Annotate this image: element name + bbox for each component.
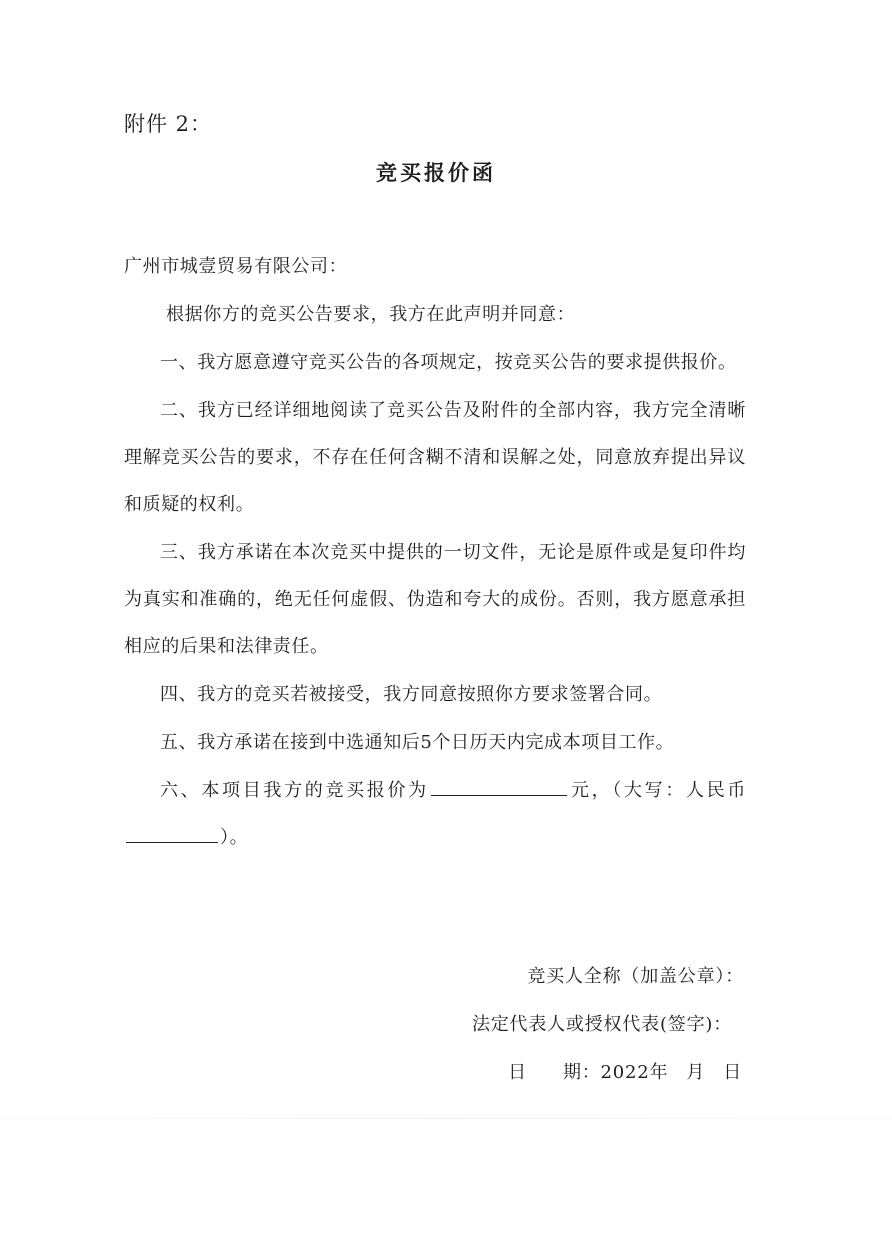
clause-4: 四、我方的竞买若被接受，我方同意按照你方要求签署合同。 bbox=[160, 684, 663, 705]
scan-shadow-line bbox=[0, 1118, 892, 1119]
price-uppercase-blank[interactable] bbox=[126, 824, 218, 843]
intro-paragraph: 根据你方的竞买公告要求，我方在此声明并同意： bbox=[166, 304, 576, 325]
date-line bbox=[508, 1058, 742, 1084]
clause-3: 三、我方承诺在本次竞买中提供的一切文件，无论是原件或是复印件均为真实和准确的，绝无任何虚假、伪造和夸大的成份。否则，我方愿意承担相应的后果和法律责任。 bbox=[124, 542, 746, 657]
representative-signature-label: 法定代表人或授权代表(签字)： bbox=[471, 1014, 732, 1035]
date-label-char-2: 期： bbox=[562, 1062, 601, 1083]
clause-6-price bbox=[124, 767, 746, 861]
clauses-section bbox=[124, 339, 746, 862]
bidder-name-label: 竞买人全称（加盖公章）： bbox=[527, 966, 744, 987]
price-clause-suffix: ）。 bbox=[220, 827, 249, 848]
price-clause-prefix: 六、本项目我方的竞买报价为 bbox=[160, 780, 429, 801]
addressee: 广州市城壹贸易有限公司： bbox=[124, 256, 348, 277]
date-day-unit: 日 bbox=[723, 1062, 742, 1083]
document-title: 竞买报价函 bbox=[376, 160, 496, 185]
date-year-unit: 年 bbox=[649, 1062, 669, 1083]
date-year: 2022 bbox=[600, 1062, 650, 1083]
price-clause-unit: 元，（大写：人民币 bbox=[568, 780, 746, 801]
clause-5: 五、我方承诺在接到中选通知后5个日历天内完成本项目工作。 bbox=[160, 732, 675, 753]
attachment-label: 附件 2： bbox=[124, 112, 213, 136]
clause-2: 二、我方已经详细地阅读了竞买公告及附件的全部内容，我方完全清晰理解竞买公告的要求，不存在任何含糊不清和误解之处，同意放弃提出异议和质疑的权利。 bbox=[124, 400, 746, 515]
date-label-char-1: 日 bbox=[508, 1062, 527, 1083]
clause-1: 一、我方愿意遵守竞买公告的各项规定，按竞买公告的要求提供报价。 bbox=[160, 352, 737, 373]
price-amount-blank[interactable] bbox=[431, 777, 567, 796]
date-month-unit: 月 bbox=[686, 1062, 706, 1083]
